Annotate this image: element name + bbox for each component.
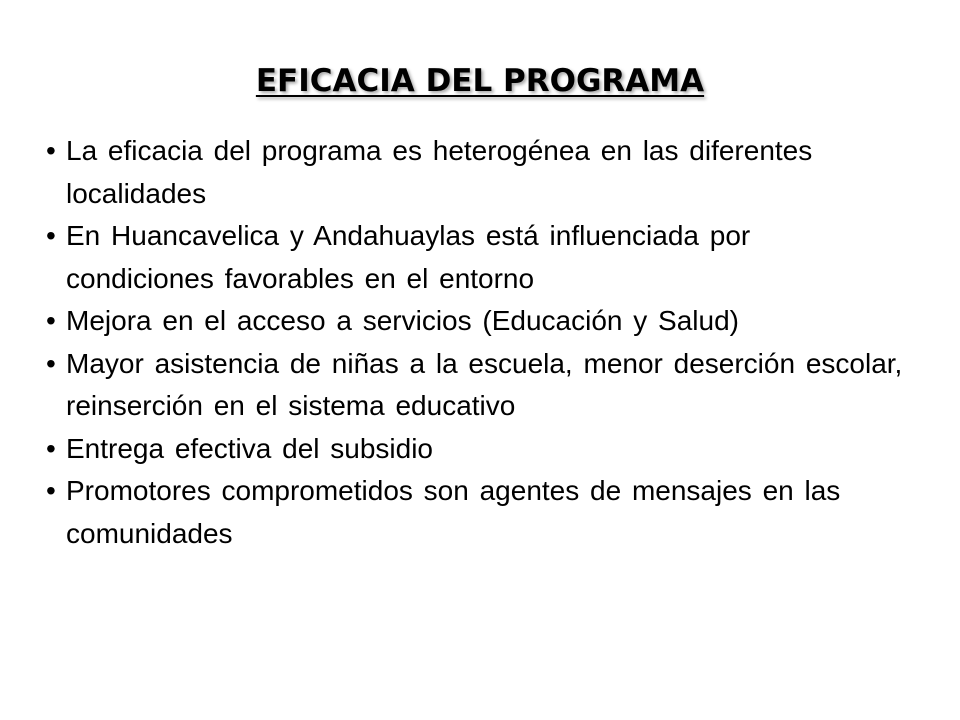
bullet-item xyxy=(46,300,906,343)
bullet-item xyxy=(46,215,906,300)
bullet-dot-icon: • xyxy=(46,347,56,379)
bullet-item xyxy=(46,130,906,215)
bullet-item xyxy=(46,343,906,428)
bullet-dot-icon: • xyxy=(46,475,56,506)
bullet-list xyxy=(46,130,906,555)
bullet-item xyxy=(46,470,906,555)
bullet-dot-icon: • xyxy=(46,220,56,251)
bullet-text: Mejora en el acceso a servicios (Educación y Salud) xyxy=(66,305,739,336)
bullet-text: Mayor asistencia de niñas a la escuela, menor deserción escolar, reinserción en el sistema educativo xyxy=(66,347,903,421)
bullet-dot-icon: • xyxy=(46,432,56,464)
bullet-text: En Huancavelica y Andahuaylas está influenciada por condiciones favorables en el entorno xyxy=(66,220,751,294)
bullet-dot-icon: • xyxy=(46,305,56,336)
bullet-text: Promotores comprometidos son agentes de mensajes en las comunidades xyxy=(66,475,841,549)
bullet-text: Entrega efectiva del subsidio xyxy=(66,432,433,464)
slide-title: EFICACIA DEL PROGRAMA xyxy=(255,63,705,99)
bullet-text: La eficacia del programa es heterogénea en las diferentes localidades xyxy=(66,135,813,209)
bullet-dot-icon: • xyxy=(46,135,56,166)
bullet-item xyxy=(46,428,906,471)
